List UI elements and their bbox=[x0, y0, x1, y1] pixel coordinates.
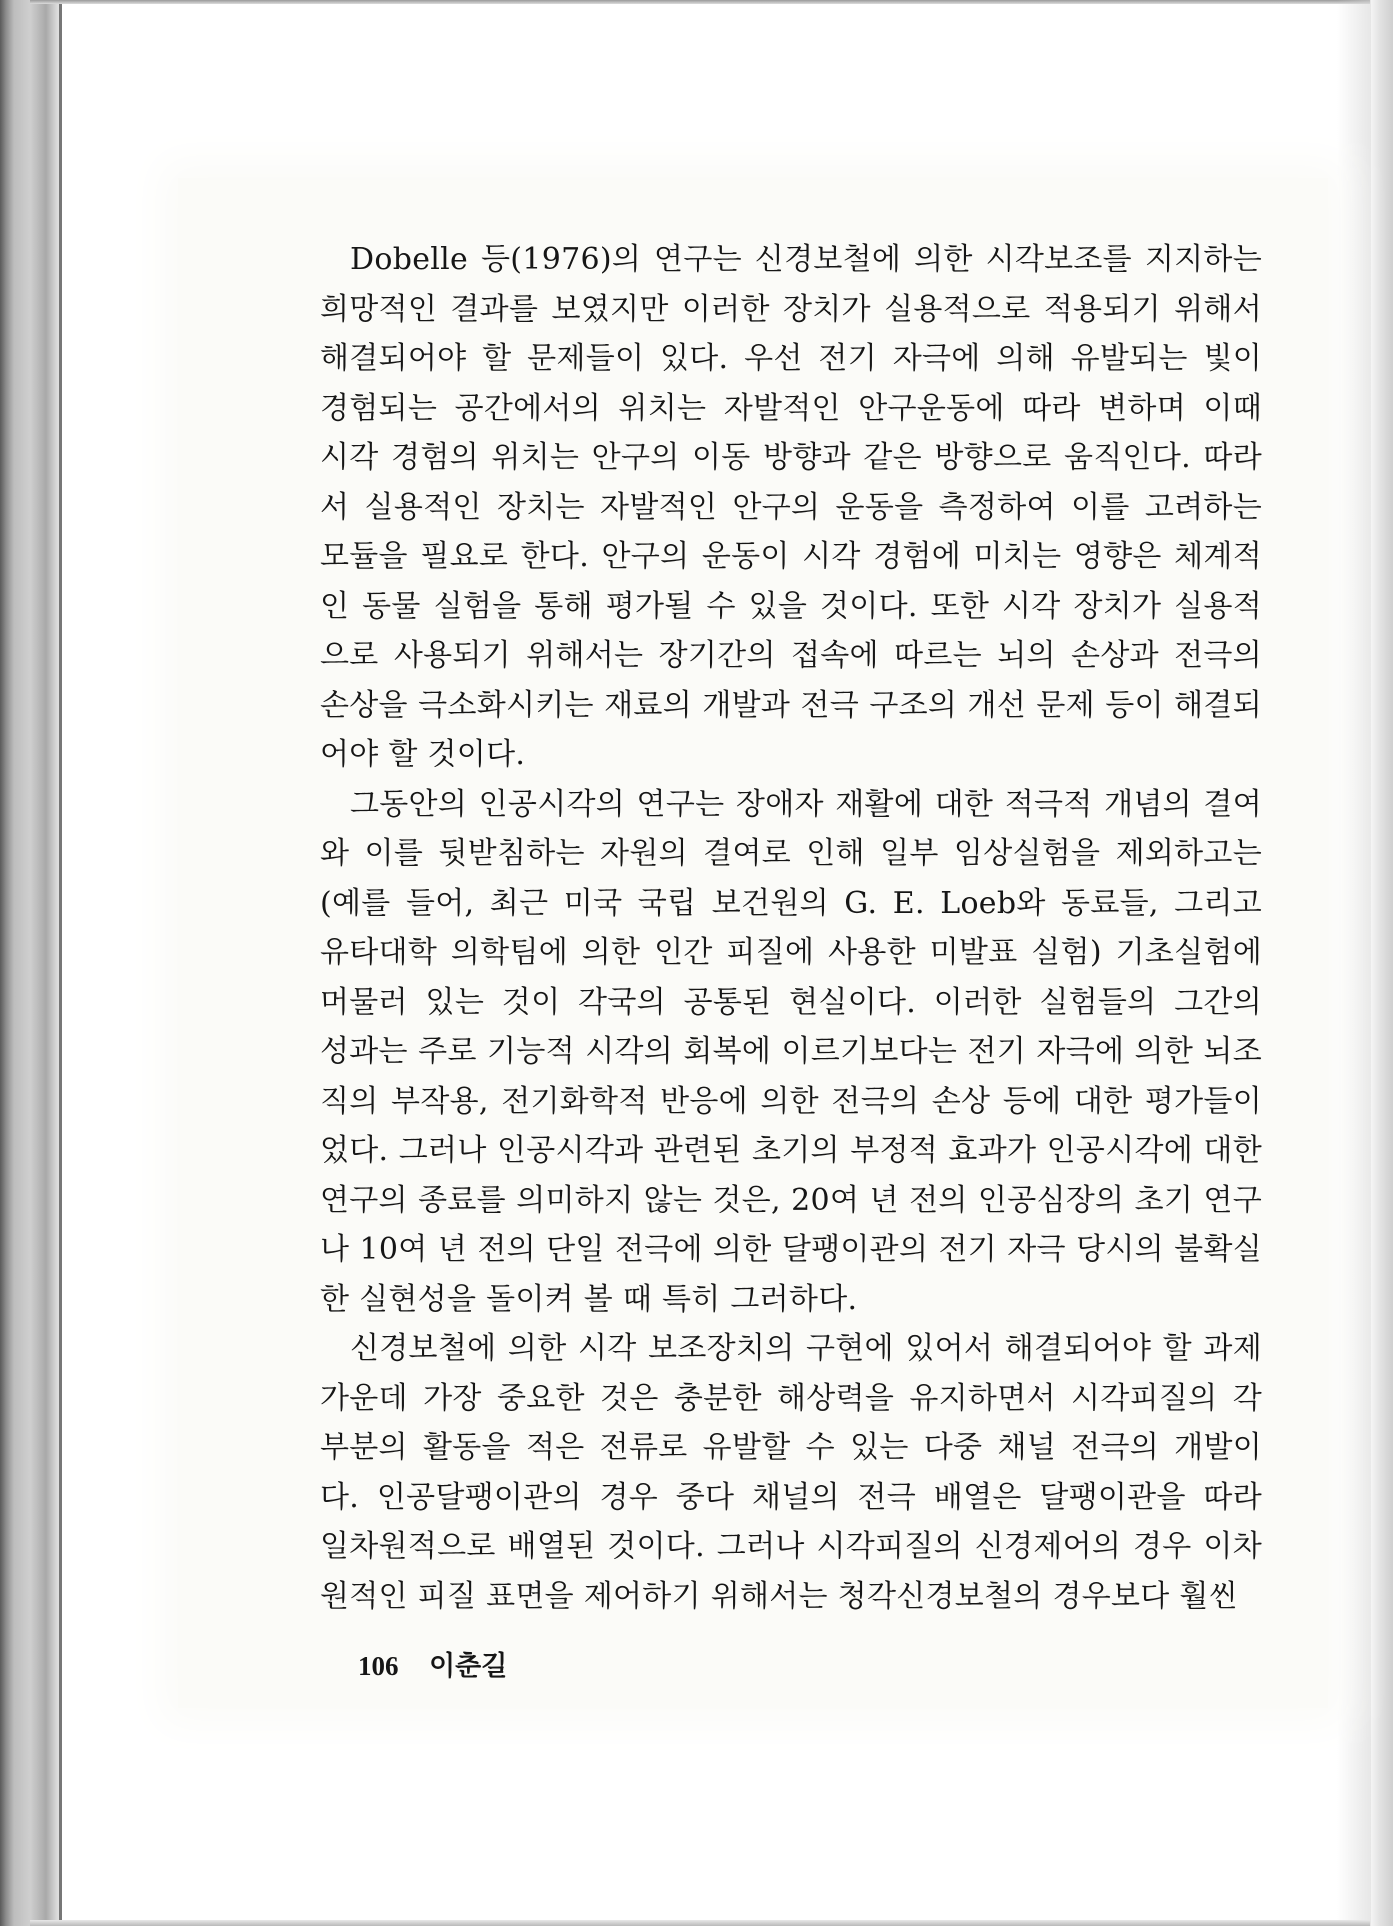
text-line: 희망적인 결과를 보였지만 이러한 장치가 실용적으로 적용되기 위해서 bbox=[320, 291, 1262, 327]
text-line: 원적인 피질 표면을 제어하기 위해서는 청각신경보철의 경우보다 훨씬 bbox=[320, 1578, 1238, 1614]
page-number: 106 bbox=[358, 1651, 399, 1681]
page-bottom-edge bbox=[30, 1920, 1370, 1926]
text-line: 직의 부작용, 전기화학적 반응에 의한 전극의 손상 등에 대한 평가들이 bbox=[320, 1083, 1262, 1119]
text-line: 었다. 그러나 인공시각과 관련된 초기의 부정적 효과가 인공시각에 대한 bbox=[320, 1133, 1262, 1168]
body-text bbox=[320, 235, 1262, 1621]
text-line: 다. 인공달팽이관의 경우 중다 채널의 전극 배열은 달팽이관을 따라 bbox=[320, 1479, 1262, 1515]
text-line: 머물러 있는 것이 각국의 공통된 현실이다. 이러한 실험들의 그간의 bbox=[320, 984, 1262, 1020]
text-line: 한 실현성을 돌이켜 볼 때 특히 그러하다. bbox=[320, 1281, 858, 1317]
text-line: 경험되는 공간에서의 위치는 자발적인 안구운동에 따라 변하며 이때 bbox=[320, 390, 1262, 426]
text-line: 서 실용적인 장치는 자발적인 안구의 운동을 측정하여 이를 고려하는 bbox=[320, 489, 1262, 525]
text-line: 성과는 주로 기능적 시각의 회복에 이르기보다는 전기 자극에 의한 뇌조 bbox=[320, 1034, 1262, 1069]
book-spine bbox=[0, 0, 62, 1926]
page-footer bbox=[358, 1648, 507, 1685]
book-right-edge bbox=[1371, 0, 1393, 1926]
text-line: 그동안의 인공시각의 연구는 장애자 재활에 대한 적극적 개념의 결여 bbox=[350, 786, 1262, 822]
text-line: Dobelle 등(1976)의 연구는 신경보철에 의한 시각보조를 지지하는 bbox=[350, 242, 1262, 277]
text-line: 부분의 활동을 적은 전류로 유발할 수 있는 다중 채널 전극의 개발이 bbox=[320, 1430, 1262, 1465]
paragraph bbox=[320, 235, 1262, 780]
text-line: 모듈을 필요로 한다. 안구의 운동이 시각 경험에 미치는 영향은 체계적 bbox=[320, 539, 1262, 574]
text-line: 가운데 가장 중요한 것은 충분한 해상력을 유지하면서 시각피질의 각 bbox=[320, 1380, 1262, 1416]
paragraph bbox=[320, 780, 1262, 1325]
text-line: (예를 들어, 최근 미국 국립 보건원의 G. E. Loeb와 동료들, 그리고 bbox=[320, 885, 1262, 921]
text-line: 일차원적으로 배열된 것이다. 그러나 시각피질의 신경제어의 경우 이차 bbox=[320, 1529, 1262, 1564]
text-line: 유타대학 의학팀에 의한 인간 피질에 사용한 미발표 실험) 기초실험에 bbox=[320, 935, 1262, 970]
text-line: 시각 경험의 위치는 안구의 이동 방향과 같은 방향으로 움직인다. 따라 bbox=[320, 440, 1262, 475]
text-line: 인 동물 실험을 통해 평가될 수 있을 것이다. 또한 시각 장치가 실용적 bbox=[320, 588, 1262, 624]
text-line: 으로 사용되기 위해서는 장기간의 접속에 따르는 뇌의 손상과 전극의 bbox=[320, 638, 1262, 673]
paragraph bbox=[320, 1324, 1262, 1621]
text-line: 나 10여 년 전의 단일 전극에 의한 달팽이관의 전기 자극 당시의 불확실 bbox=[320, 1232, 1262, 1267]
author-name: 이춘길 bbox=[429, 1651, 508, 1682]
text-line: 어야 할 것이다. bbox=[320, 737, 526, 772]
text-line: 해결되어야 할 문제들이 있다. 우선 전기 자극에 의해 유발되는 빛이 bbox=[320, 341, 1262, 376]
text-line: 연구의 종료를 의미하지 않는 것은, 20여 년 전의 인공심장의 초기 연구 bbox=[320, 1182, 1262, 1218]
text-line: 와 이를 뒷받침하는 자원의 결여로 인해 일부 임상실험을 제외하고는 bbox=[320, 836, 1262, 871]
page-curl-shadow bbox=[1337, 0, 1371, 1926]
page-top-edge bbox=[30, 0, 1370, 4]
text-line: 손상을 극소화시키는 재료의 개발과 전극 구조의 개선 문제 등이 해결되 bbox=[320, 687, 1262, 723]
text-line: 신경보철에 의한 시각 보조장치의 구현에 있어서 해결되어야 할 과제 bbox=[350, 1331, 1262, 1366]
